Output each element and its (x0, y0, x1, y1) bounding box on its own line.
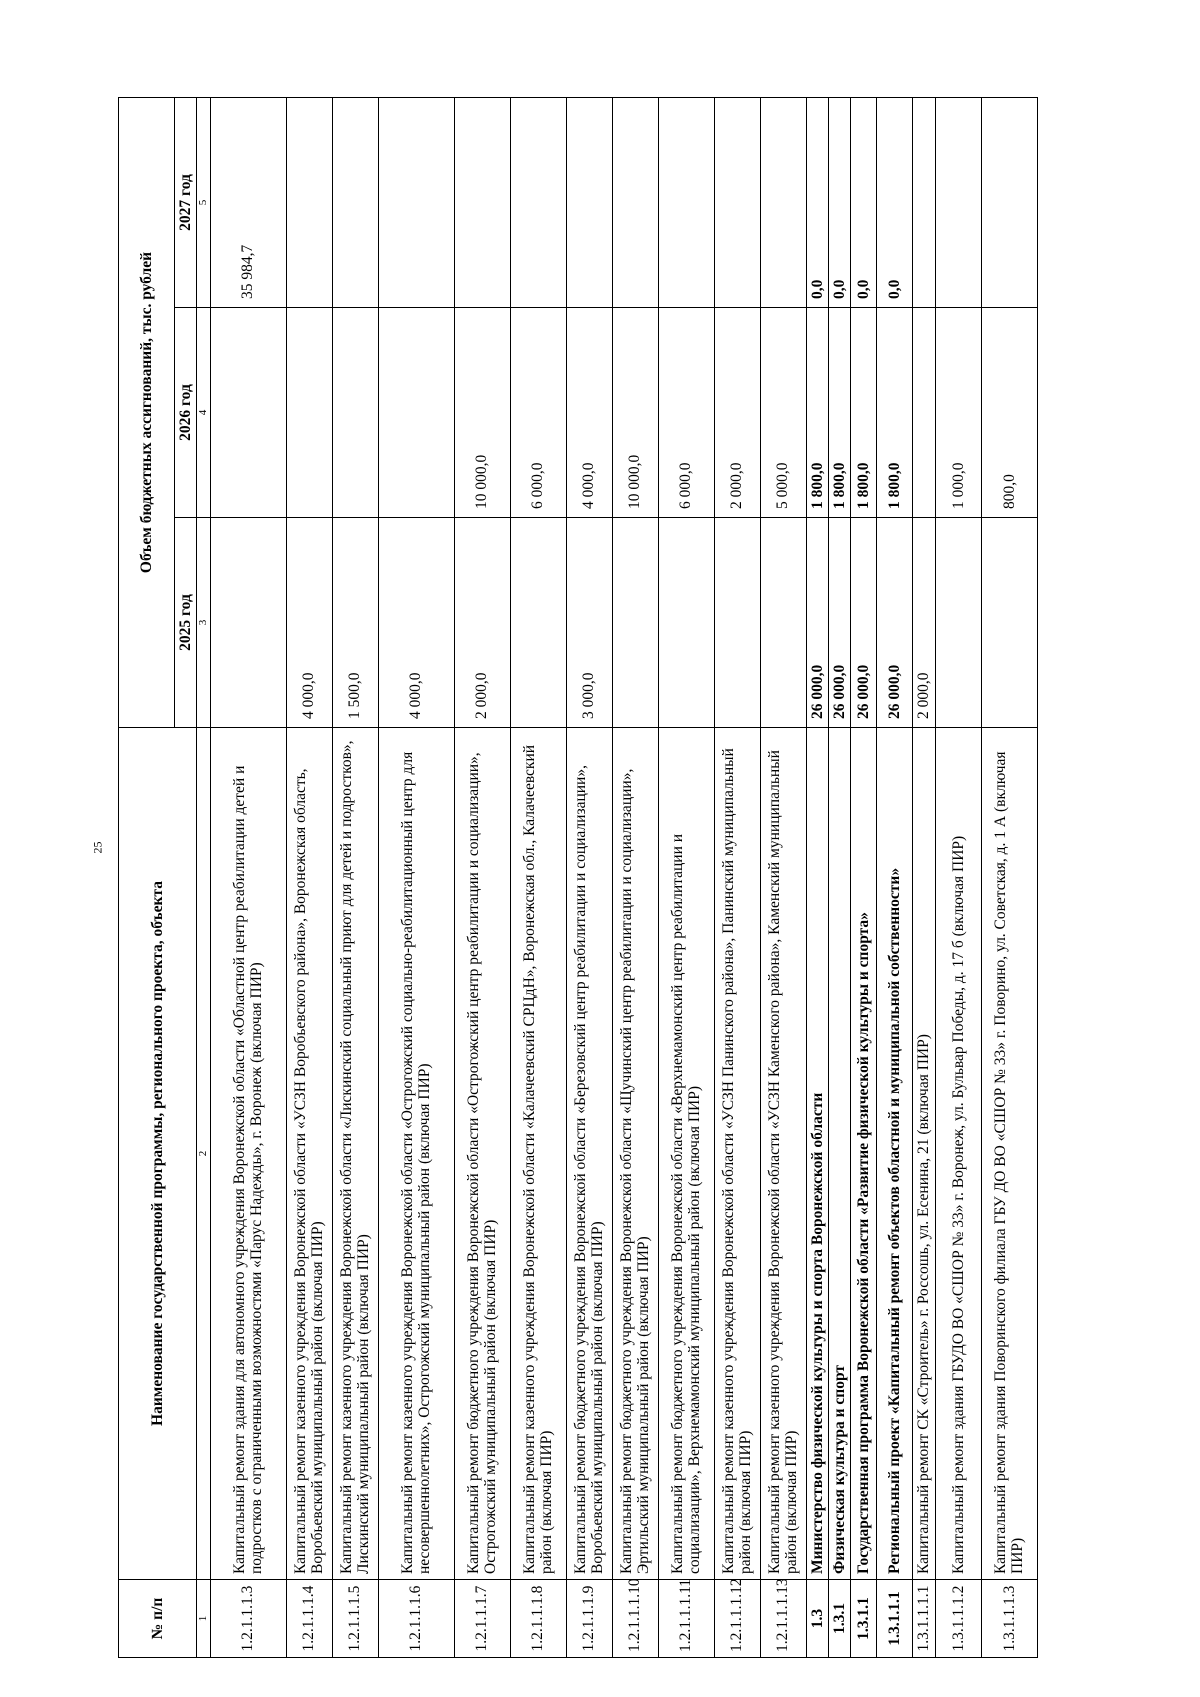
row-name: Капитальный ремонт казенного учреждения Воронежской области «Острогожский социально-реабилитационный центр для несовершеннолетних», Острогожский муниципальный район (включая ПИР) (378, 728, 454, 1580)
value-2026: 1 800,0 (877, 308, 913, 518)
row-number: 1.2.1.1.1.6 (378, 1580, 454, 1658)
value-2026: 800,0 (981, 308, 1037, 518)
row-name: Капитальный ремонт казенного учреждения Воронежской области «УСЗН Каменского района», Каменский муниципальный район (включая ПИР) (760, 728, 806, 1580)
row-number: 1.2.1.1.1.13 (760, 1580, 806, 1658)
row-number: 1.3.1.1 (851, 1580, 877, 1658)
value-2027: 35 984,7 (210, 97, 286, 307)
value-2026: 1 800,0 (806, 308, 828, 518)
value-2026 (210, 308, 286, 518)
header-2027: 2027 год (175, 97, 197, 307)
table-row (454, 97, 510, 1657)
row-number: 1.2.1.1.1.5 (332, 1580, 378, 1658)
table-row (210, 97, 286, 1657)
page-number: 25 (90, 841, 105, 854)
row-number: 1.2.1.1.1.8 (510, 1580, 566, 1658)
value-2027 (981, 97, 1037, 307)
row-name: Капитальный ремонт здания для автономного учреждения Воронежской области «Областной центр реабилитации детей и подростков с ограниченными возможностями «Парус Надежды», г. Воронеж (включая ПИР) (210, 728, 286, 1580)
row-name: Капитальный ремонт здания Поворинского филиала ГБУ ДО ВО «СШОР № 33» г. Поворино, ул. Советская, д. 1 А (включая ПИР) (981, 728, 1037, 1580)
row-name: Региональный проект «Капитальный ремонт объектов областной и муниципальной собственности» (877, 728, 913, 1580)
value-2027 (760, 97, 806, 307)
value-2026: 5 000,0 (760, 308, 806, 518)
row-number: 1.3.1.1.1.1 (913, 1580, 935, 1658)
value-2027 (332, 97, 378, 307)
row-number: 1.2.1.1.1.9 (566, 1580, 612, 1658)
table-row (877, 97, 913, 1657)
table-row (913, 97, 935, 1657)
value-2025: 26 000,0 (877, 518, 913, 728)
table-row (566, 97, 612, 1657)
row-name: Капитальный ремонт бюджетного учреждения Воронежской области «Березовский центр реабилитации и социализации», Воробьевский муниципальный район (включая ПИР) (566, 728, 612, 1580)
value-2026: 4 000,0 (566, 308, 612, 518)
rotated-page-content (118, 98, 1027, 1658)
table-row (935, 97, 981, 1657)
table-row (332, 97, 378, 1657)
value-2026: 10 000,0 (454, 308, 510, 518)
table-row (714, 97, 760, 1657)
value-2025: 26 000,0 (829, 518, 851, 728)
row-name: Капитальный ремонт казенного учреждения Воронежской области «УСЗН Воробьевского района», Воронежская область, Воробьевский муниципальный район (включая ПИР) (286, 728, 332, 1580)
value-2025 (612, 518, 658, 728)
value-2025: 1 500,0 (332, 518, 378, 728)
table-row (658, 97, 714, 1657)
row-number: 1.2.1.1.1.12 (714, 1580, 760, 1658)
value-2025: 2 000,0 (454, 518, 510, 728)
row-number: 1.3 (806, 1580, 828, 1658)
value-2026: 2 000,0 (714, 308, 760, 518)
header-name: Наименование государственной программы, регионального проекта, объекта (119, 728, 197, 1580)
value-2027 (566, 97, 612, 307)
table-row (829, 97, 851, 1657)
value-2025: 26 000,0 (806, 518, 828, 728)
row-number: 1.2.1.1.1.3 (210, 1580, 286, 1658)
table-row (806, 97, 828, 1657)
row-name: Капитальный ремонт бюджетного учреждения Воронежской области «Острогожский центр реабилитации и социализации», Острогожский муниципальный район (включая ПИР) (454, 728, 510, 1580)
value-2027 (658, 97, 714, 307)
value-2025: 3 000,0 (566, 518, 612, 728)
value-2026: 10 000,0 (612, 308, 658, 518)
row-name: Капитальный ремонт казенного учреждения Воронежской области «Калачеевский СРЦдН», Воронежская обл., Калачеевский район (включая ПИР) (510, 728, 566, 1580)
value-2025: 2 000,0 (913, 518, 935, 728)
value-2027: 0,0 (877, 97, 913, 307)
table-row (851, 97, 877, 1657)
table-row (760, 97, 806, 1657)
value-2026 (286, 308, 332, 518)
row-name: Министерство физической культуры и спорта Воронежской области (806, 728, 828, 1580)
value-2026 (913, 308, 935, 518)
row-number: 1.2.1.1.1.7 (454, 1580, 510, 1658)
value-2025: 26 000,0 (851, 518, 877, 728)
value-2026 (378, 308, 454, 518)
row-name: Капитальный ремонт бюджетного учреждения Воронежской области «Щучинский центр реабилитации и социализации», Эртильский муниципальный район (включая ПИР) (612, 728, 658, 1580)
table-row (378, 97, 454, 1657)
value-2027 (714, 97, 760, 307)
row-number: 1.2.1.1.1.4 (286, 1580, 332, 1658)
row-number: 1.3.1.1.1.3 (981, 1580, 1037, 1658)
row-number: 1.3.1.1.1.2 (935, 1580, 981, 1658)
row-name: Капитальный ремонт СК «Строитель» г. Россошь, ул. Есенина, 21 (включая ПИР) (913, 728, 935, 1580)
header-budget: Объем бюджетных ассигнований, тыс. рублей (119, 97, 175, 727)
value-2025 (658, 518, 714, 728)
header-2026: 2026 год (175, 308, 197, 518)
row-name: Физическая культура и спорт (829, 728, 851, 1580)
value-2025 (760, 518, 806, 728)
row-name: Капитальный ремонт казенного учреждения Воронежской области «УСЗН Панинского района», Панинский муниципальный район (включая ПИР) (714, 728, 760, 1580)
value-2027: 0,0 (851, 97, 877, 307)
index-cell: 1 (197, 1580, 210, 1658)
value-2025 (210, 518, 286, 728)
value-2027 (612, 97, 658, 307)
value-2027 (510, 97, 566, 307)
value-2025 (510, 518, 566, 728)
value-2027 (378, 97, 454, 307)
header-num: № п/п (119, 1580, 197, 1658)
value-2027 (913, 97, 935, 307)
value-2026: 1 800,0 (851, 308, 877, 518)
table-row (286, 97, 332, 1657)
value-2025 (981, 518, 1037, 728)
index-cell: 2 (197, 728, 210, 1580)
table-row (981, 97, 1037, 1657)
value-2026: 1 000,0 (935, 308, 981, 518)
value-2026 (332, 308, 378, 518)
index-cell: 3 (197, 518, 210, 728)
value-2027: 0,0 (806, 97, 828, 307)
row-number: 1.2.1.1.1.11 (658, 1580, 714, 1658)
value-2026: 1 800,0 (829, 308, 851, 518)
row-name: Капитальный ремонт бюджетного учреждения Воронежской области «Верхнемамонский центр реабилитации и социализации», Верхнемамонский муниципальный район (включая ПИР) (658, 728, 714, 1580)
value-2026: 6 000,0 (510, 308, 566, 518)
value-2027 (935, 97, 981, 307)
row-name: Капитальный ремонт казенного учреждения Воронежской области «Лискинский социальный приют для детей и подростков», Лискинский муниципальный район (включая ПИР) (332, 728, 378, 1580)
value-2025: 4 000,0 (378, 518, 454, 728)
table-row (612, 97, 658, 1657)
row-name: Капитальный ремонт здания ГБУДО ВО «СШОР № 33» г. Воронеж, ул. Бульвар Победы, д. 17 б (включая ПИР) (935, 728, 981, 1580)
row-number: 1.2.1.1.1.10 (612, 1580, 658, 1658)
value-2027: 0,0 (829, 97, 851, 307)
value-2025 (935, 518, 981, 728)
value-2027 (286, 97, 332, 307)
header-2025: 2025 год (175, 518, 197, 728)
value-2027 (454, 97, 510, 307)
budget-table (118, 97, 1038, 1658)
row-number: 1.3.1 (829, 1580, 851, 1658)
row-name: Государственная программа Воронежской области «Развитие физической культуры и спорта» (851, 728, 877, 1580)
index-cell: 4 (197, 308, 210, 518)
table-row (510, 97, 566, 1657)
index-cell: 5 (197, 97, 210, 307)
row-number: 1.3.1.1.1 (877, 1580, 913, 1658)
value-2025 (714, 518, 760, 728)
value-2026: 6 000,0 (658, 308, 714, 518)
value-2025: 4 000,0 (286, 518, 332, 728)
